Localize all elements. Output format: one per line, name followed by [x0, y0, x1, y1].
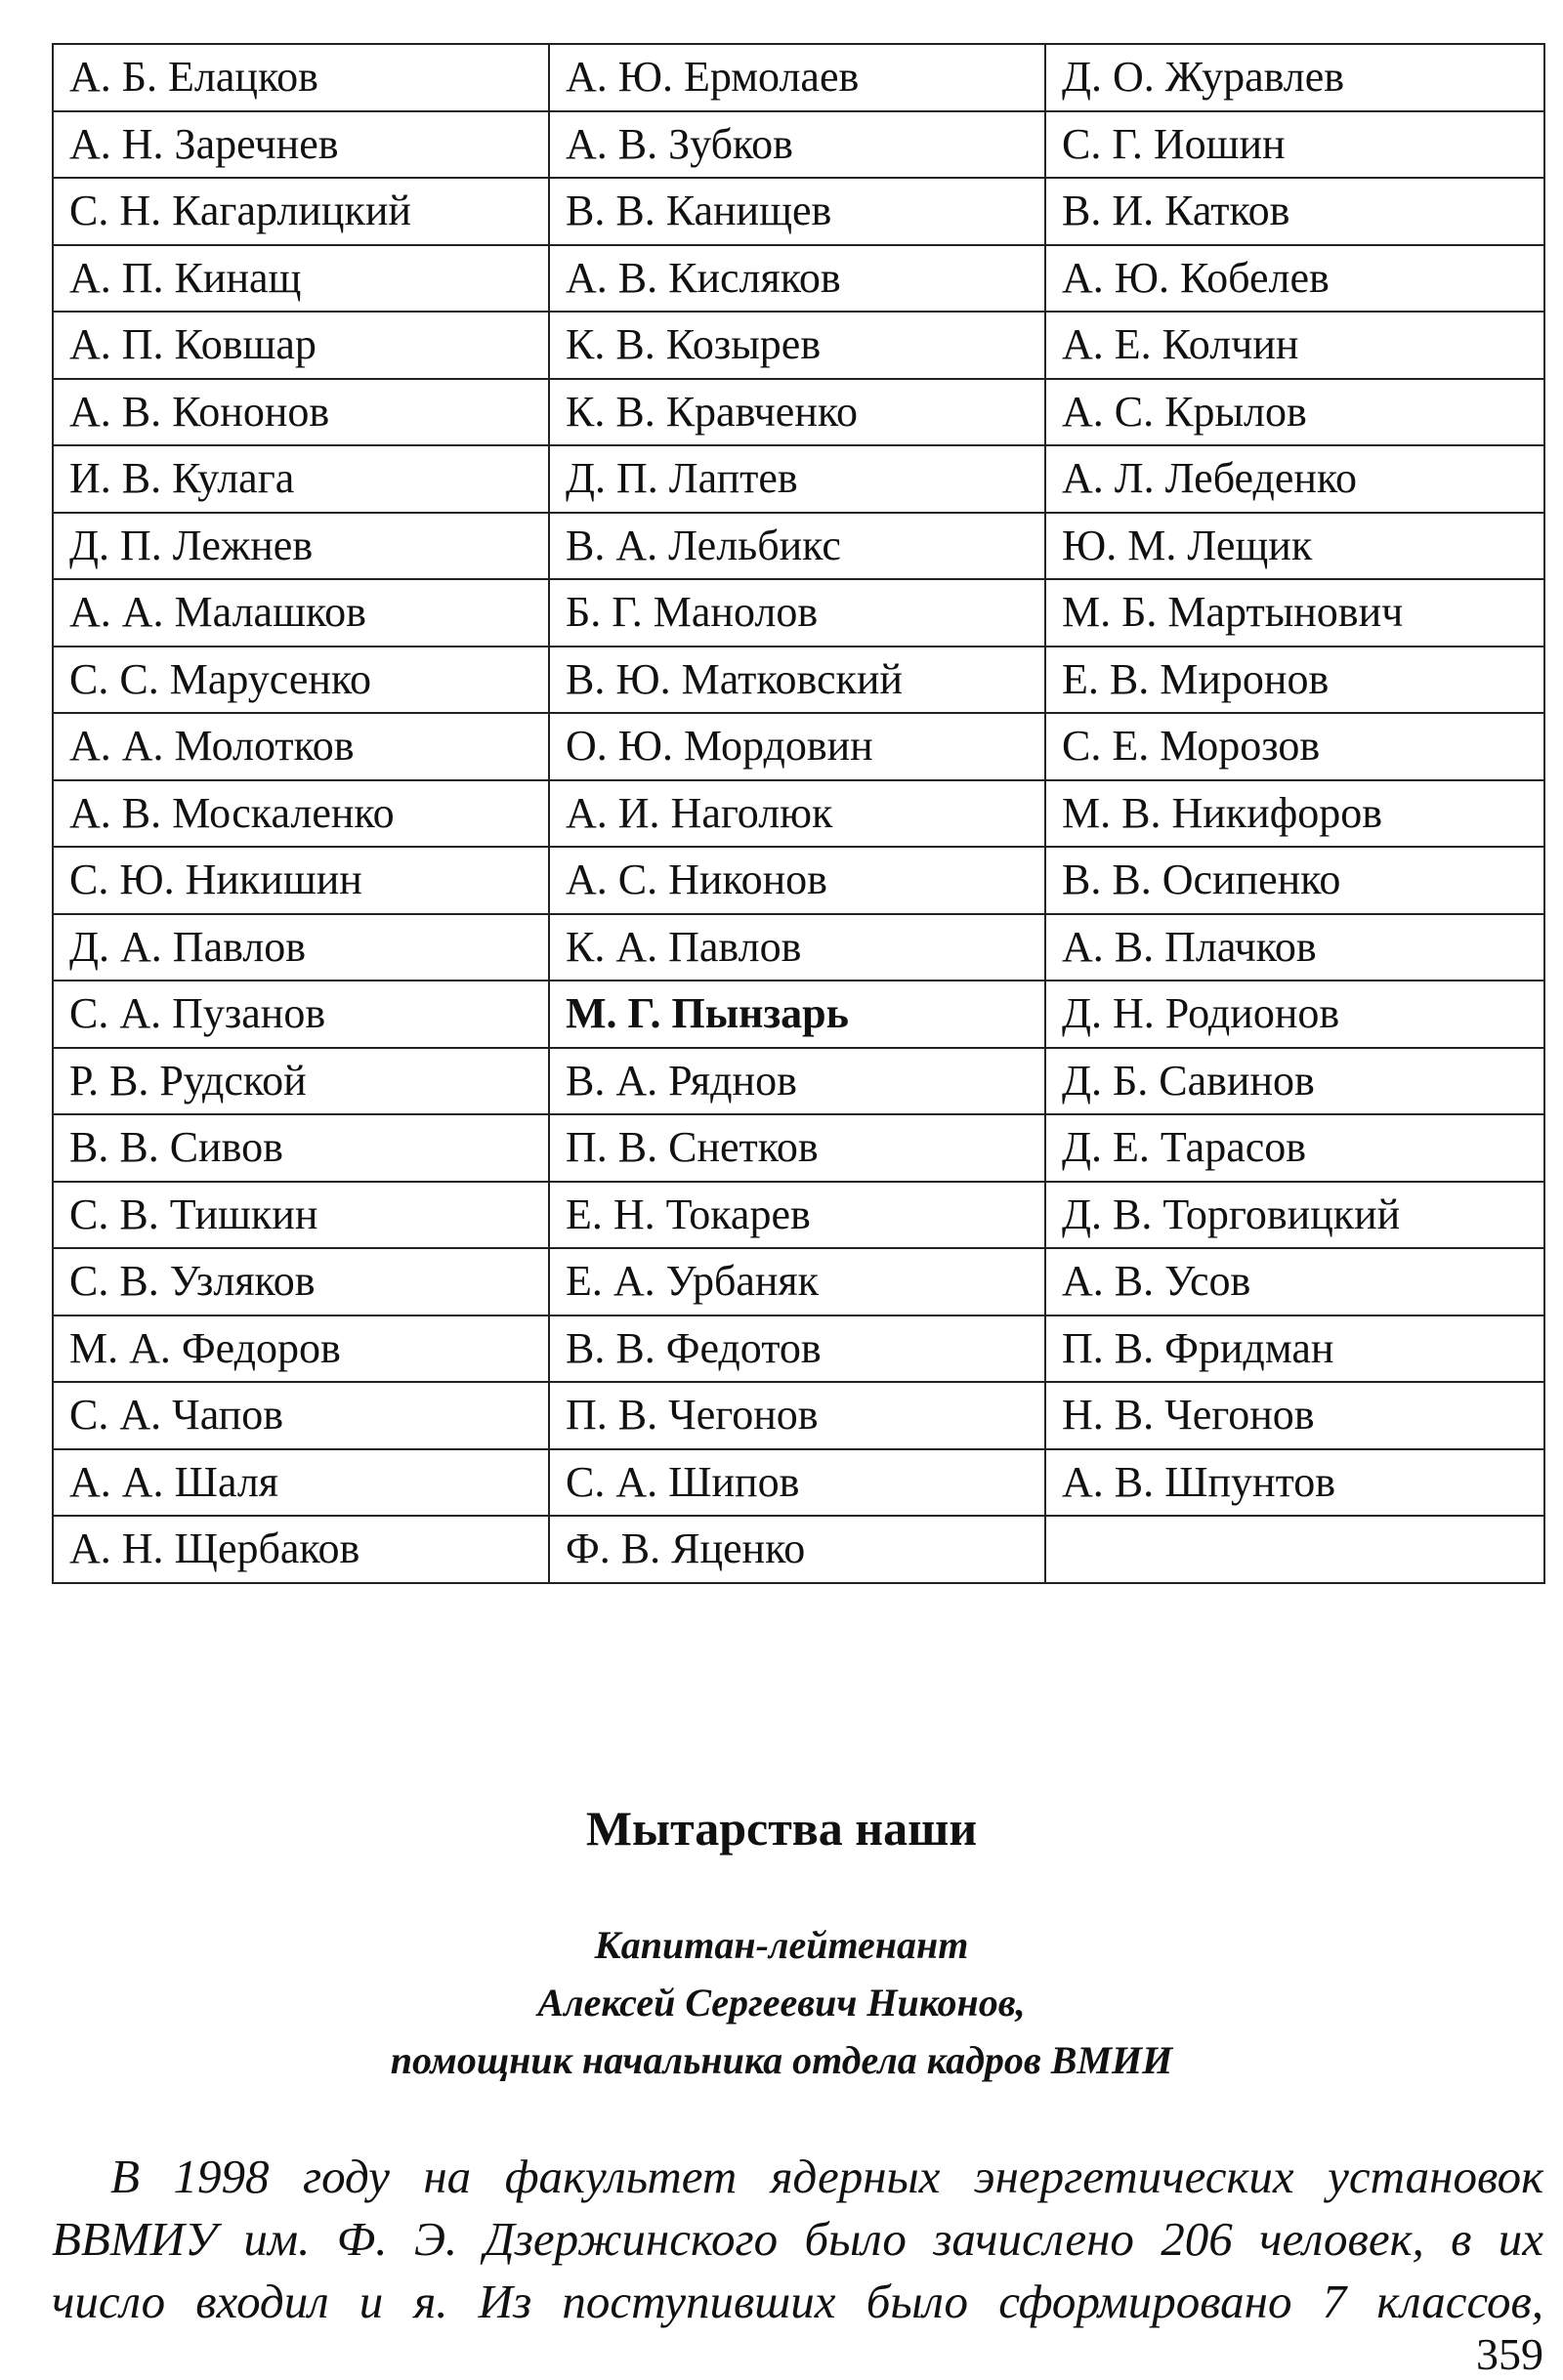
body-text-line: В 1998 году на факультет ядерных энергетических установок	[110, 2150, 1543, 2203]
name-cell: А. С. Никонов	[549, 847, 1045, 914]
name-cell: П. В. Фридман	[1045, 1315, 1544, 1383]
name-cell: М. Г. Пынзарь	[549, 981, 1045, 1048]
name-cell: Д. В. Торговицкий	[1045, 1182, 1544, 1249]
name-cell: Ф. В. Яценко	[549, 1516, 1045, 1583]
name-cell: В. А. Ряднов	[549, 1048, 1045, 1115]
name-cell: А. С. Крылов	[1045, 379, 1544, 446]
table-row	[53, 1248, 1544, 1315]
table-row	[53, 647, 1544, 714]
name-cell: Д. О. Журавлев	[1045, 44, 1544, 111]
name-cell: М. А. Федоров	[53, 1315, 549, 1383]
table-row	[53, 245, 1544, 313]
table-row	[53, 1516, 1544, 1583]
name-cell: С. Е. Морозов	[1045, 713, 1544, 780]
name-cell: А. Е. Колчин	[1045, 312, 1544, 379]
author-position: помощник начальника отдела кадров ВМИИ	[390, 2038, 1173, 2082]
name-cell: А. А. Малашков	[53, 579, 549, 647]
name-cell: К. В. Козырев	[549, 312, 1045, 379]
name-cell: А. В. Кононов	[53, 379, 549, 446]
name-cell: А. П. Кинащ	[53, 245, 549, 313]
name-cell: А. В. Кисляков	[549, 245, 1045, 313]
table-row	[53, 445, 1544, 513]
table-row	[53, 1048, 1544, 1115]
names-table-body	[53, 44, 1544, 1583]
name-cell: Б. Г. Манолов	[549, 579, 1045, 647]
name-cell: С. А. Чапов	[53, 1382, 549, 1449]
name-cell: К. В. Кравченко	[549, 379, 1045, 446]
table-row	[53, 1114, 1544, 1182]
table-row	[53, 847, 1544, 914]
name-cell: А. Н. Заречнев	[53, 111, 549, 179]
name-cell: С. В. Узляков	[53, 1248, 549, 1315]
name-cell: А. И. Наголюк	[549, 780, 1045, 848]
name-cell: П. В. Чегонов	[549, 1382, 1045, 1449]
name-cell: Е. В. Миронов	[1045, 647, 1544, 714]
name-cell: В. В. Сивов	[53, 1114, 549, 1182]
table-row	[53, 1449, 1544, 1517]
name-cell: С. В. Тишкин	[53, 1182, 549, 1249]
section-title: Мытарства наши	[585, 1801, 978, 1856]
table-row	[53, 44, 1544, 111]
name-cell: В. В. Федотов	[549, 1315, 1045, 1383]
name-cell: В. И. Катков	[1045, 178, 1544, 245]
table-row	[53, 579, 1544, 647]
name-cell: А. Ю. Кобелев	[1045, 245, 1544, 313]
name-cell: А. Б. Елацков	[53, 44, 549, 111]
table-row	[53, 513, 1544, 580]
name-cell: С. Ю. Никишин	[53, 847, 549, 914]
author-name: Алексей Сергеевич Никонов,	[537, 1981, 1026, 2025]
name-cell: О. Ю. Мордовин	[549, 713, 1045, 780]
name-cell: Д. П. Лежнев	[53, 513, 549, 580]
name-cell: А. Н. Щербаков	[53, 1516, 549, 1583]
name-cell: С. А. Пузанов	[53, 981, 549, 1048]
table-row	[53, 914, 1544, 981]
name-cell: С. А. Шипов	[549, 1449, 1045, 1517]
table-row	[53, 780, 1544, 848]
name-cell: С. Г. Иошин	[1045, 111, 1544, 179]
name-cell: Р. В. Рудской	[53, 1048, 549, 1115]
author-rank: Капитан-лейтенант	[594, 1923, 969, 1967]
name-cell: А. П. Ковшар	[53, 312, 549, 379]
table-row	[53, 178, 1544, 245]
name-cell: А. В. Плачков	[1045, 914, 1544, 981]
name-cell: М. Б. Мартынович	[1045, 579, 1544, 647]
page-number: 359	[1476, 2329, 1543, 2379]
name-cell: Е. Н. Токарев	[549, 1182, 1045, 1249]
name-cell: Ю. М. Лещик	[1045, 513, 1544, 580]
name-cell: К. А. Павлов	[549, 914, 1045, 981]
name-cell: А. Ю. Ермолаев	[549, 44, 1045, 111]
body-text-line: ВВМИУ им. Ф. Э. Дзержинского было зачислено 206 человек, в их	[52, 2212, 1543, 2266]
name-cell: А. В. Москаленко	[53, 780, 549, 848]
table-row	[53, 1315, 1544, 1383]
table-row	[53, 312, 1544, 379]
name-cell: В. Ю. Матковский	[549, 647, 1045, 714]
name-cell: А. А. Шаля	[53, 1449, 549, 1517]
name-cell: Д. А. Павлов	[53, 914, 549, 981]
name-cell: П. В. Снетков	[549, 1114, 1045, 1182]
table-row	[53, 1382, 1544, 1449]
name-cell: С. С. Марусенко	[53, 647, 549, 714]
table-row	[53, 379, 1544, 446]
name-cell: М. В. Никифоров	[1045, 780, 1544, 848]
name-cell: Н. В. Чегонов	[1045, 1382, 1544, 1449]
name-cell: С. Н. Кагарлицкий	[53, 178, 549, 245]
name-cell	[1045, 1516, 1544, 1583]
name-cell: В. В. Осипенко	[1045, 847, 1544, 914]
name-cell: Д. Е. Тарасов	[1045, 1114, 1544, 1182]
table-row	[53, 111, 1544, 179]
table-row	[53, 981, 1544, 1048]
name-cell: В. В. Канищев	[549, 178, 1045, 245]
name-cell: А. Л. Лебеденко	[1045, 445, 1544, 513]
name-cell: Д. Б. Савинов	[1045, 1048, 1544, 1115]
name-cell: А. В. Шпунтов	[1045, 1449, 1544, 1517]
table-row	[53, 1182, 1544, 1249]
name-cell: А. А. Молотков	[53, 713, 549, 780]
table-row	[53, 713, 1544, 780]
name-cell: А. В. Зубков	[549, 111, 1045, 179]
name-cell: В. А. Лельбикс	[549, 513, 1045, 580]
name-cell: И. В. Кулага	[53, 445, 549, 513]
name-cell: Д. П. Лаптев	[549, 445, 1045, 513]
names-table	[52, 43, 1545, 1584]
name-cell: Д. Н. Родионов	[1045, 981, 1544, 1048]
name-cell: А. В. Усов	[1045, 1248, 1544, 1315]
body-text-line: число входил и я. Из поступивших было сформировано 7 классов,	[52, 2275, 1543, 2328]
name-cell: Е. А. Урбаняк	[549, 1248, 1045, 1315]
